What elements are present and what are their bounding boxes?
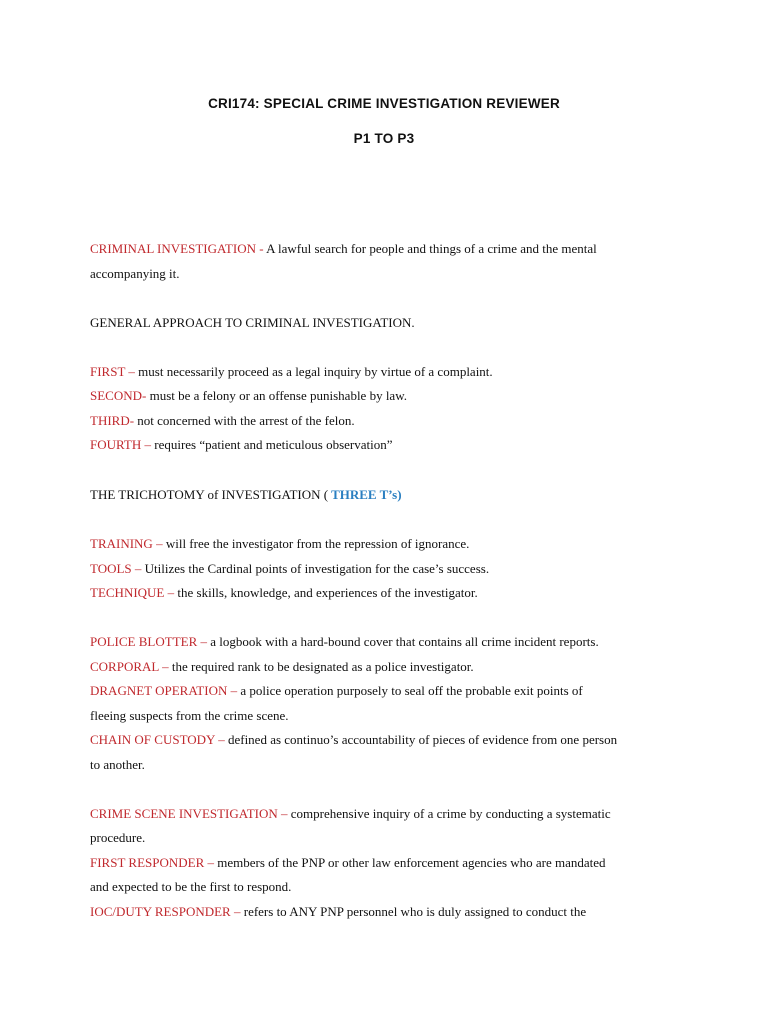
term-criminal-investigation: CRIMINAL INVESTIGATION - <box>90 241 264 256</box>
definition-continuation: procedure. <box>90 830 146 845</box>
definition-text: requires “patient and meticulous observation” <box>150 437 393 452</box>
term-entry-chain-of-custody <box>90 732 690 748</box>
term-dragnet-operation: DRAGNET OPERATION – <box>90 683 238 698</box>
definition-text: must necessarily proceed as a legal inquiry by virtue of a complaint. <box>134 364 493 379</box>
definition-text: the required rank to be designated as a police investigator. <box>168 659 474 674</box>
definition-text: a logbook with a hard-bound cover that contains all crime incident reports. <box>207 634 599 649</box>
trichotomy-item-technique <box>90 585 690 601</box>
term-training: TRAINING – <box>90 536 163 551</box>
term-entry-dragnet-operation <box>90 683 690 699</box>
definition-text: defined as continuo’s accountability of pieces of evidence from one person <box>224 732 618 747</box>
approach-item-second <box>90 388 690 404</box>
trichotomy-item-training <box>90 536 690 552</box>
term-corporal: CORPORAL – <box>90 659 169 674</box>
document-subtitle: P1 TO P3 <box>353 131 415 146</box>
definition-text: the skills, knowledge, and experiences of the investigator. <box>174 585 478 600</box>
trichotomy-heading-text: THE TRICHOTOMY of INVESTIGATION ( <box>90 487 329 502</box>
approach-item-first <box>90 364 690 380</box>
definition-text: members of the PNP or other law enforcement agencies who are mandated <box>214 855 606 870</box>
trichotomy-item-tools <box>90 561 690 577</box>
definition-text: will free the investigator from the repression of ignorance. <box>162 536 470 551</box>
definition-criminal-investigation <box>90 241 690 257</box>
definition-continuation: and expected to be the first to respond. <box>90 879 292 894</box>
term-police-blotter: POLICE BLOTTER – <box>90 634 207 649</box>
definition-text: Utilizes the Cardinal points of investigation for the case’s success. <box>141 561 490 576</box>
term-second: SECOND- <box>90 388 147 403</box>
term-crime-scene-investigation: CRIME SCENE INVESTIGATION – <box>90 806 288 821</box>
term-first-responder: FIRST RESPONDER – <box>90 855 215 870</box>
term-fourth: FOURTH – <box>90 437 151 452</box>
definition-text: refers to ANY PNP personnel who is duly assigned to conduct the <box>240 904 587 919</box>
three-ts-highlight: THREE T’s) <box>328 487 402 502</box>
definition-continuation: accompanying it. <box>90 266 180 281</box>
term-entry-ioc-duty-responder <box>90 904 690 920</box>
definition-text: comprehensive inquiry of a crime by conducting a systematic <box>287 806 611 821</box>
definition-text: A lawful search for people and things of a crime and the mental <box>263 241 597 256</box>
definition-continuation: fleeing suspects from the crime scene. <box>90 708 289 723</box>
term-tools: TOOLS – <box>90 561 142 576</box>
term-chain-of-custody: CHAIN OF CUSTODY – <box>90 732 225 747</box>
definition-continuation: to another. <box>90 757 145 772</box>
approach-item-third <box>90 413 690 429</box>
term-technique: TECHNIQUE – <box>90 585 175 600</box>
term-first: FIRST – <box>90 364 135 379</box>
document-title: CRI174: SPECIAL CRIME INVESTIGATION REVIEWER <box>208 96 560 111</box>
term-entry-police-blotter <box>90 634 690 650</box>
term-ioc-duty-responder: IOC/DUTY RESPONDER – <box>90 904 241 919</box>
section-heading-trichotomy <box>90 487 690 503</box>
term-entry-crime-scene-investigation <box>90 806 690 822</box>
section-heading-general-approach: GENERAL APPROACH TO CRIMINAL INVESTIGATION. <box>90 315 415 330</box>
term-entry-corporal <box>90 659 690 675</box>
term-third: THIRD- <box>90 413 135 428</box>
definition-text: not concerned with the arrest of the felon. <box>134 413 355 428</box>
term-entry-first-responder <box>90 855 690 871</box>
definition-text: a police operation purposely to seal off the probable exit points of <box>237 683 583 698</box>
approach-item-fourth <box>90 437 690 453</box>
definition-text: must be a felony or an offense punishable by law. <box>146 388 407 403</box>
